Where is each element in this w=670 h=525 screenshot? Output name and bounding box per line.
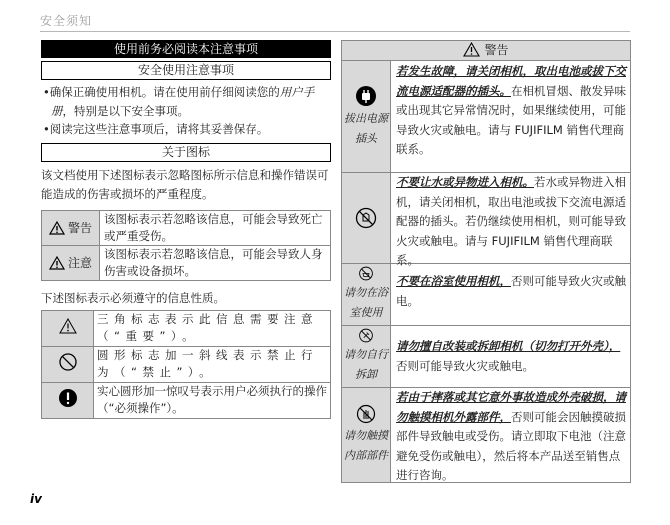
warning-bold-text: 若由于摔落或其它意外事故造成外壳破损，请勿触摸相机外露部件，: [396, 390, 626, 424]
warning-triangle-icon: [49, 221, 65, 235]
warning-text: [391, 173, 630, 267]
warning-icon-cell: [342, 388, 391, 482]
prohibition-icon: [42, 346, 94, 382]
caution-description: 该图标表示若忽略该信息，可能会导致人身伤害或设备损坏。: [100, 245, 331, 280]
label-text: 注意: [67, 256, 92, 270]
warning-icon-cell: [342, 173, 391, 263]
warning-body-text: 否则可能导致火灾或触电。: [396, 358, 534, 373]
no-disassemble-icon: [356, 328, 376, 343]
warning-bold-text: 不要在浴室使用相机，: [396, 274, 511, 288]
warning-body-text: 若水或异物进入相机，请关闭相机，取出电池或拔下交流电源适配器的插头。若仍继续使用相机，则可能导致火灾或触电。请与 FUJIFILM 销售代理商联系。: [396, 175, 626, 267]
table-row: [42, 210, 331, 245]
warning-panel: [341, 40, 631, 483]
triangle-icon: [42, 310, 94, 346]
caution-label: [42, 245, 100, 280]
bullet-item: •阅读完这些注意事项后，请将其妥善保存。: [43, 122, 269, 136]
left-column: [41, 40, 331, 419]
severity-label-table: [41, 210, 331, 281]
warning-description: 该图标表示若忽略该信息，可能会导致死亡或严重受伤。: [100, 210, 331, 245]
bullet-text: 确保正确使用相机。请在使用前仔细阅读您的: [49, 85, 280, 99]
symbol-table: [41, 310, 331, 419]
warning-text: [391, 61, 630, 172]
warning-header: [342, 41, 630, 61]
warning-bold-text: 若发生故障，请关闭相机，取出电池或拔下交流电源适配器的插头。: [396, 64, 626, 98]
safety-bullets: [41, 83, 331, 139]
table-row: [42, 382, 331, 418]
warning-header-text: 警告: [484, 43, 509, 57]
icons-heading: 关于图标: [41, 143, 331, 162]
warning-triangle-icon: [463, 42, 480, 57]
safety-heading: 安全使用注意事项: [41, 61, 331, 80]
warning-bold-text: 请勿擅自改装或拆卸相机（切勿打开外壳），: [396, 339, 621, 353]
header-divider: [40, 31, 630, 32]
no-objects-icon: [355, 207, 377, 229]
warning-icon-cell: [342, 264, 391, 325]
warning-caption: 请勿在浴室使用: [344, 286, 388, 319]
manual-title: 用户手册: [51, 85, 315, 118]
symbol-description: 圆形标志加一斜线表示禁止行为（“禁止”）。: [94, 346, 331, 382]
bullet-item: •确保正确使用相机。请在使用前仔细阅读您的用户手册，特别是以下安全事项。: [43, 85, 315, 118]
bullet-text: 阅读完这些注意事项后，请将其妥善保存。: [49, 122, 269, 136]
label-text: 警告: [67, 221, 92, 235]
icons-paragraph: 该文档使用下述图标表示忽略图标所示信息和操作错误可能造成的伤害或损坏的严重程度。: [41, 167, 329, 201]
warning-row: [342, 61, 630, 173]
exclamation-icon: [42, 382, 94, 418]
warning-row: [342, 388, 630, 482]
warning-text: [391, 388, 630, 482]
symbol-description: 实心圆形加一惊叹号表示用户必须执行的操作（“必须操作”）。: [94, 382, 331, 418]
warning-text: [391, 264, 630, 325]
bullet-text: ，特别是以下安全事项。: [62, 103, 189, 118]
warning-row: [342, 264, 630, 326]
no-bathroom-icon: [356, 266, 376, 281]
no-touch-icon: [356, 404, 376, 424]
running-head: 安全须知: [40, 14, 93, 28]
read-before-use-banner: 使用前务必阅读本注意事项: [41, 40, 331, 58]
unplug-icon: [355, 85, 377, 107]
warning-bold-text: 不要让水或异物进入相机。: [396, 175, 534, 189]
warning-body-text: 否则可能导致火灾或触电。: [396, 274, 626, 308]
table-row: [42, 346, 331, 382]
warning-icon-cell: [342, 61, 391, 172]
table-row: [42, 310, 331, 346]
warning-label: [42, 210, 100, 245]
warning-caption: 拔出电源插头: [344, 111, 388, 145]
table-row: [42, 245, 331, 280]
warning-caption: 请勿自行拆卸: [344, 348, 388, 381]
symbols-paragraph: 下述图标表示必须遵守的信息性质。: [41, 290, 225, 305]
warning-text: [391, 326, 630, 387]
symbol-description: 三角标志表示此信息需要注意（“重要”）。: [94, 310, 331, 346]
warning-row: [342, 173, 630, 267]
warning-row: [342, 326, 630, 388]
caution-triangle-icon: [49, 256, 65, 270]
warning-caption: 请勿触摸内部部件: [344, 429, 388, 462]
warning-body-text: 否则可能会因触摸破损部件导致触电或受伤。请立即取下电池（注意避免受伤或触电），然后将本产品送至销售点进行咨询。: [396, 409, 626, 482]
warning-body-text: 在相机冒烟、散发异味或出现其它异常情况时，如果继续使用，可能导致火灾或触电。请与 FUJIFILM 销售代理商联系。: [396, 83, 626, 156]
warning-icon-cell: [342, 326, 391, 387]
page-number: iv: [30, 492, 42, 506]
